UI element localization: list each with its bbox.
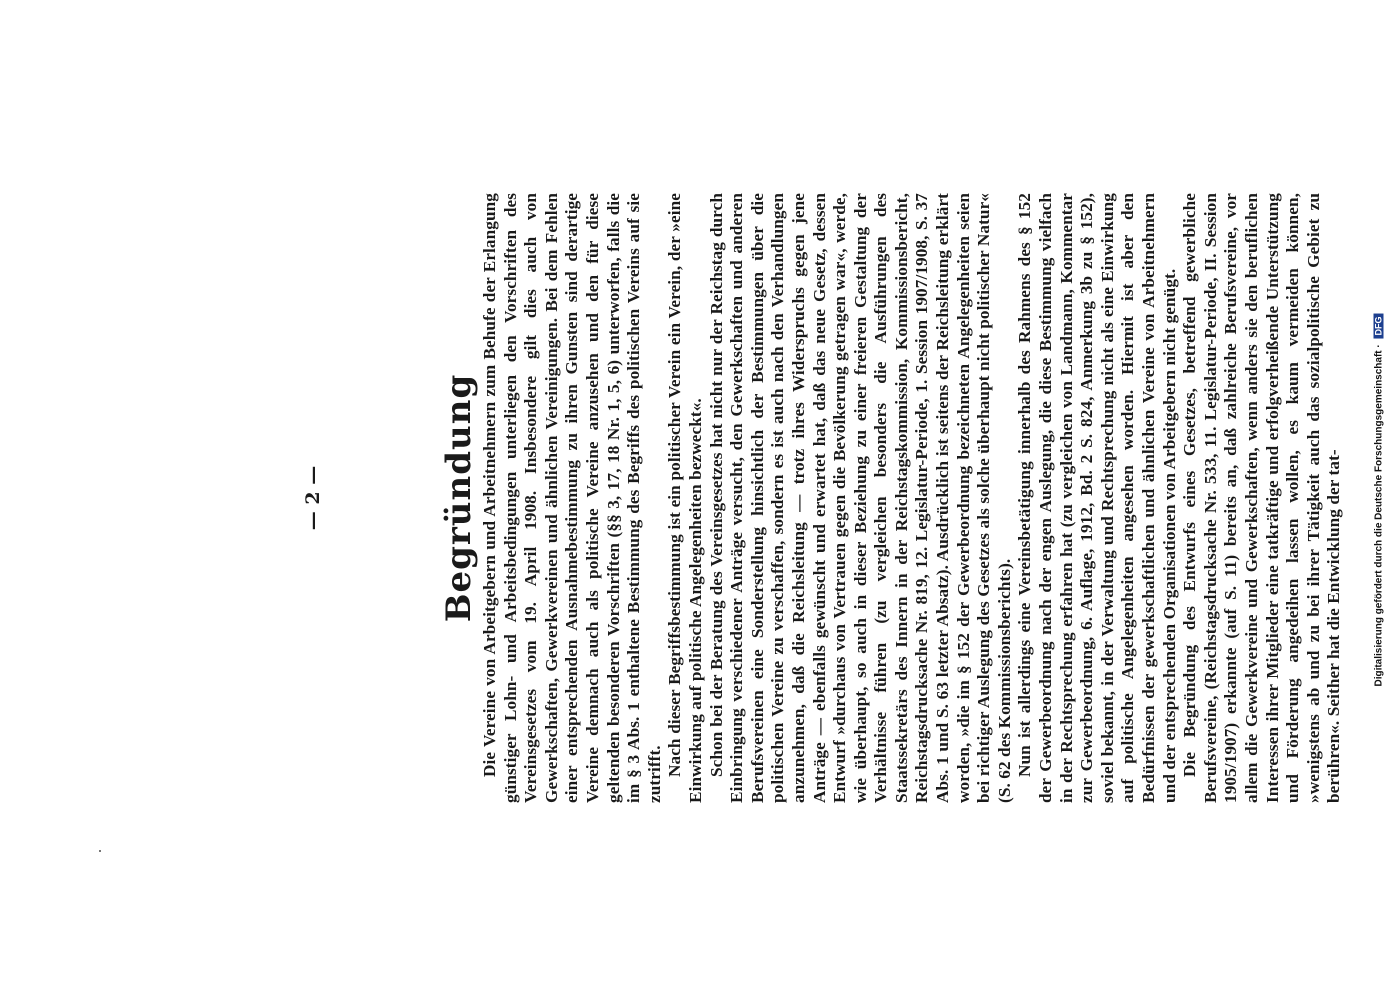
paragraph: Nun ist allerdings eine Vereinsbetätigung innerhalb des Rahmens des § 152 der Gewerbeordnung nach der engen Auslegung, die diese Bestimmung vielfach in der Rechtsprechung erfahren hat (zu vergleichen von Landmann, Kommentar zur Gewerbeordnung, 6. Auflage, 1912, Bd. 2 S. 824, Anmerkung 3b zu § 152), soviel bekannt, in der Verwaltung und Rechtsprechung nicht als eine Einwirkung auf politische Angelegenheiten angesehen worden. Hiermit ist aber den Bedürfnissen der gewerkschaftlichen und ähnlichen Vereine von Arbeitnehmern und der entsprechenden Organisationen von Arbeitgebern nicht genügt.: [1015, 193, 1179, 803]
paragraph: Nach dieser Begriffsbestimmung ist ein politischer Verein ein Verein, der »eine Einwirkung auf politische Angelegenheiten bezweckt«.: [665, 193, 705, 803]
body-text: [480, 193, 1345, 803]
credit-text: Digitalisierung gefördert durch die Deutsche Forschungsgemeinschaft ·: [1373, 344, 1385, 687]
paragraph: Schon bei der Beratung des Vereinsgesetzes hat nicht nur der Reichstag durch Einbringung verschiedener Anträge versucht, den Gewerkschaften und anderen Berufsvereinen eine Sonderstellung hinsichtlich der Bestimmungen über die politischen Vereine zu verschaffen, sondern es ist auch nach den Verhandlungen anzunehmen, daß die Reichsleitung — trotz ihres Widerspruchs gegen jene Anträge — ebenfalls gewünscht und erwartet hat, daß das neue Gesetz, dessen Entwurf »durchaus von Vertrauen gegen die Bevölkerung getragen war«, werde, wie überhaupt, so auch in dieser Beziehung zu einer freieren Gestaltung der Verhältnisse führen (zu vergleichen besonders die Ausführungen des Staatssekretärs des Innern in der Reichstagskommission, Kommissionsbericht, Reichstagsdrucksache Nr. 819, 12. Legislatur-Periode, 1. Session 1907/1908, S. 37 Abs. 1 und S. 63 letzter Absatz). Ausdrücklich ist seitens der Reichsleitung erklärt worden, »die im § 152 der Gewerbeordnung bezeichneten Angelegenheiten seien bei richtiger Auslegung des Gesetzes als solche überhaupt nicht politischer Natur« (S. 62 des Kommissionsberichts).: [706, 193, 1014, 803]
scanned-page: [187, 158, 1344, 838]
dfg-logo: DFG: [1374, 313, 1384, 338]
paragraph: Die Begründung des Entwurfs eines Gesetzes, betreffend gewerbliche Berufsvereine, (Reichstagsdrucksache Nr. 533, 11. Legislatur-Periode, II. Session 1905/1907) erkannte (auf S. 11) bereits an, daß zahlreiche Berufsvereine, vor allem die Gewerkvereine und Gewerkschaften, wenn anders sie den beruflichen Interessen ihrer Mitglieder eine tatkräftige und erfolgverheißende Unterstützung und Förderung angedeihen lassen wollen, es kaum vermeiden können, »wenigstens ab und zu bei ihrer Tätigkeit auch das sozialpolitische Gebiet zu berühren«. Seither hat die Entwicklung der tat-: [1180, 193, 1344, 803]
paragraph: Die Vereine von Arbeitgebern und Arbeitnehmern zum Behufe der Erlangung günstiger Lohn- und Arbeitsbedingungen unterliegen den Vorschriften des Vereinsgesetzes vom 19. April 1908. Insbesondere gilt dies auch von Gewerkschaften, Gewerkvereinen und ähnlichen Vereinigungen. Bei dem Fehlen einer entsprechenden Ausnahmebestimmung zu ihren Gunsten sind derartige Vereine demnach auch als politische Vereine anzusehen und den für diese geltenden besonderen Vorschriften (§§ 3, 17, 18 Nr. 1, 5, 6) unterworfen, falls die im § 3 Abs. 1 enthaltene Bestimmung des Begriffs des politischen Vereins auf sie zutrifft.: [480, 193, 664, 803]
page-title: Begründung: [439, 373, 479, 623]
page-number: — 2 —: [302, 465, 324, 531]
digitization-credit: [1366, 10, 1392, 990]
scan-speck: [99, 850, 101, 852]
